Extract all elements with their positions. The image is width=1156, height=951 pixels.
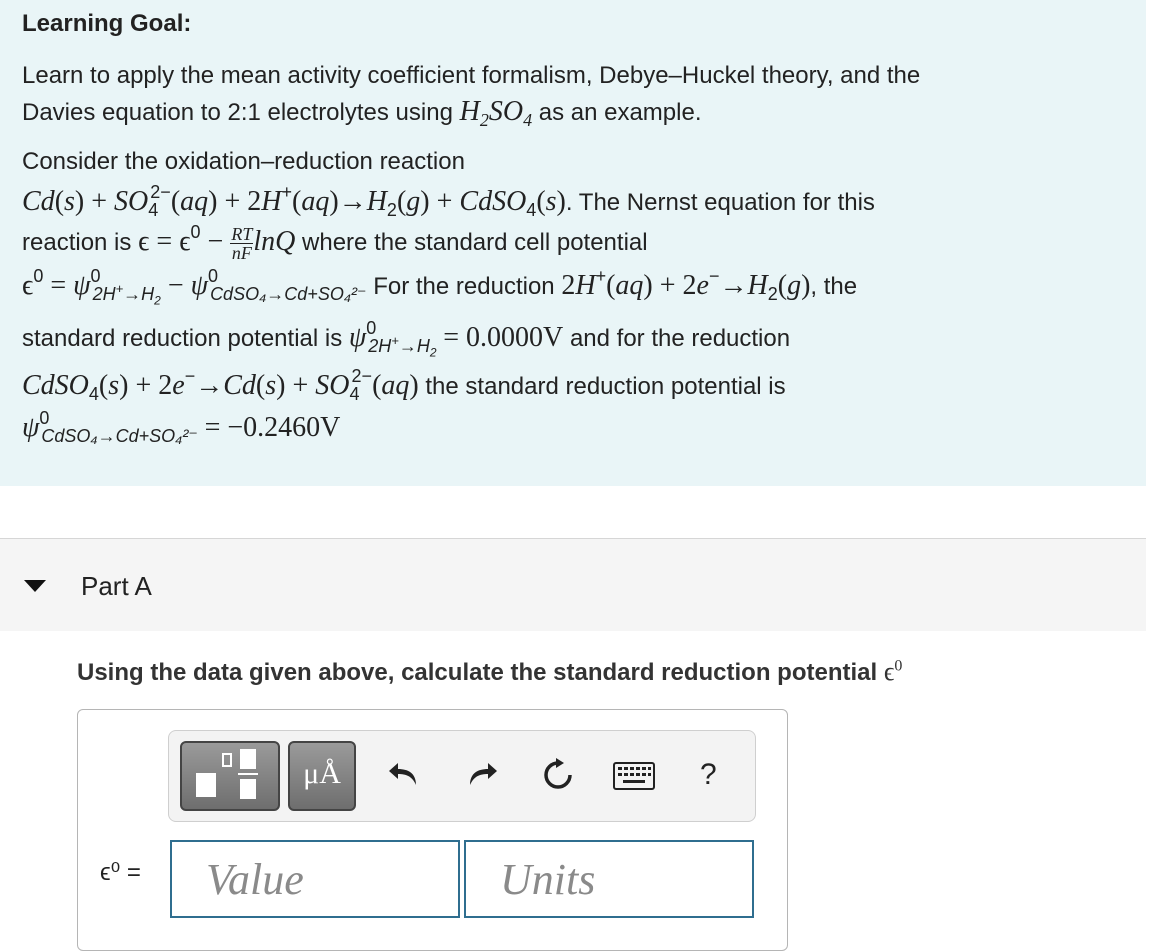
units-button[interactable] [288,741,356,811]
h-potential-line: standard reduction potential is $\psi^0_{2H^+\to H_2} = 0.0000V$ and for the reduction [22,318,791,360]
for-reduction-text: For the reduction [373,273,555,300]
learning-goal-title: Learning Goal: [22,10,192,37]
part-a-label[interactable]: Part A [81,571,152,601]
intro-line-2: Davies equation to 2:1 electrolytes using $H_2SO_4$ as an example. [22,96,702,130]
reaction-is-text: reaction is [22,229,132,256]
h-potential-value: = 0.0000V [443,322,564,353]
part-a-header[interactable] [0,539,1146,631]
question-text: Using the data given above, calculate the standard reduction potential $\epsilon^0$ [77,657,903,686]
help-button[interactable]: ? [700,758,717,791]
where-text: where the standard cell potential [302,229,648,256]
cd-potential-line: $\psi^0_{CdSO_4\to Cd+SO_4^{2-}} = -0.2460V$ [22,408,341,446]
consider-line: Consider the oxidation–reduction reaction [22,148,465,175]
cell-potential-line: $\epsilon^0 = \psi^0_{2H^+\to H_2} - \psi^0_{CdSO_4\to Cd+SO_4^{2-}}$ For the reduction $2H^+(aq) + 2e^-\to H_2(g)$, the [22,266,858,308]
nernst-text: . The Nernst equation for this [565,189,875,216]
epsilon-label: ϵ⁰ = [100,859,141,886]
templates-button[interactable] [180,741,280,811]
units-input[interactable] [466,842,752,916]
collapse-arrow-icon[interactable] [24,580,46,592]
std-pot-text: standard reduction potential is [22,325,343,352]
cd-reduction-line: CdSO$_4$(s) + $2e^-\to Cd(s) + SO_4^{2-}(aq)$ the standard reduction potential is [22,366,786,404]
units-field[interactable] [464,840,754,918]
intro-line-2-text: Davies equation to 2:1 electrolytes using [22,99,453,126]
intro-line-2-tail: as an example. [538,99,702,126]
undo-icon[interactable] [386,757,422,793]
redo-icon[interactable] [464,757,500,793]
reset-icon[interactable] [540,757,576,793]
value-input[interactable] [172,842,458,916]
value-field[interactable] [170,840,460,918]
nernst-line: reaction is $\epsilon = \epsilon^0$ − $\frac{RT}{nF}$ lnQ where the standard cell potential [22,222,648,264]
question-text-body: Using the data given above, calculate the standard reduction potential [77,659,878,686]
units-button-label: μÅ [303,757,341,790]
reaction-equation: $Cd(s) + SO_4^{2-}(aq) + 2H^+(aq)\to H_2(g)$ + CdSO$_4$(s). The Nernst equation for this [22,182,875,220]
and-for-text: and for the reduction [569,325,791,352]
the-text: , the [810,273,858,300]
std-pot-text-2: the standard reduction potential is [425,373,786,400]
cd-potential-value: = −0.2460V [204,412,341,443]
intro-line-1: Learn to apply the mean activity coefficient formalism, Debye–Huckel theory, and the [22,62,921,89]
keyboard-icon[interactable] [613,762,655,790]
